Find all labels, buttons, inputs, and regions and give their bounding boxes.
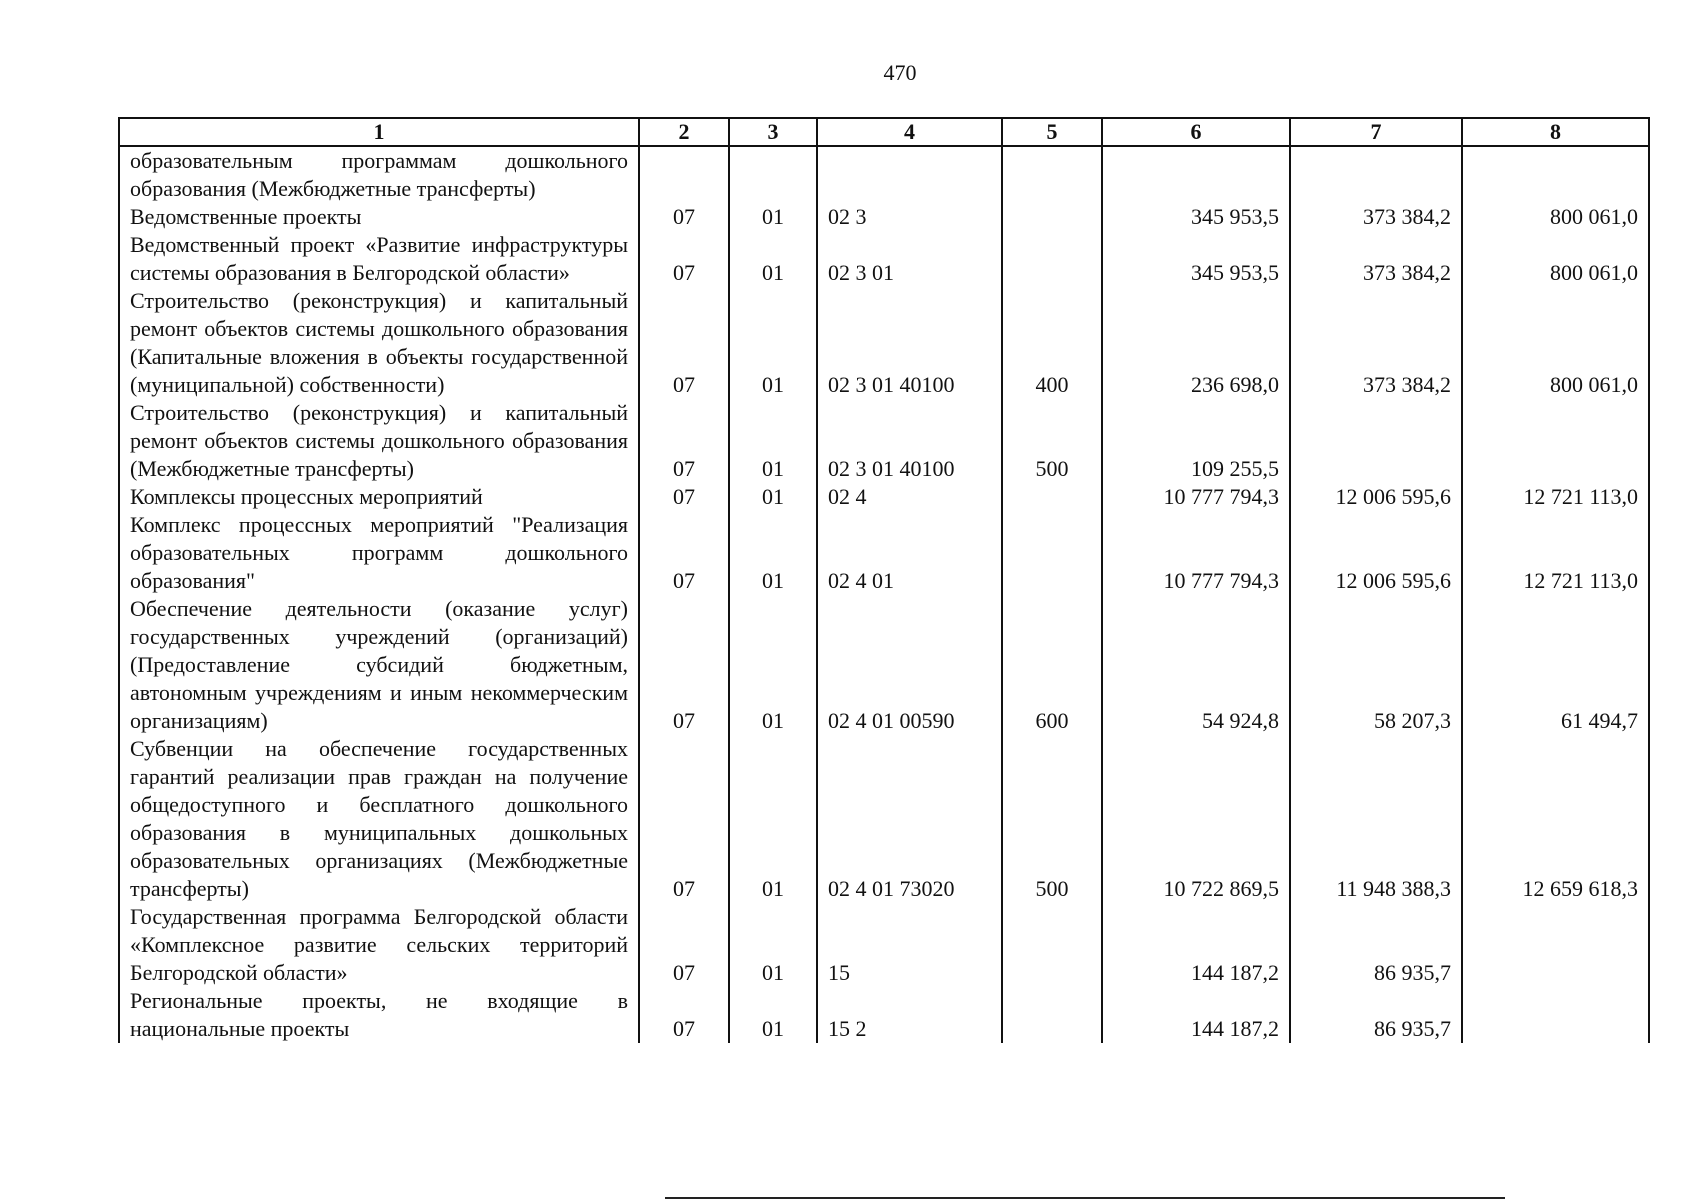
row-value-col6: 10 777 794,3 [1102, 483, 1290, 511]
row-value-col6: 345 953,5 [1102, 231, 1290, 287]
row-value-col7: 373 384,2 [1290, 203, 1462, 231]
row-section: 07 [639, 203, 729, 231]
header-col-5: 5 [1002, 118, 1102, 146]
table-row [119, 399, 1649, 483]
row-section: 07 [639, 595, 729, 735]
table-row [119, 483, 1649, 511]
row-value-col7: 373 384,2 [1290, 287, 1462, 399]
header-col-7: 7 [1290, 118, 1462, 146]
row-expense-type: 600 [1002, 595, 1102, 735]
table-row [119, 146, 1649, 203]
header-col-3: 3 [729, 118, 817, 146]
row-value-col8 [1462, 399, 1649, 483]
row-name: Субвенции на обеспечение государственных гарантий реализации прав граждан на получение общедоступного и бесплатного дошкольного образования в муниципальных дошкольных образовательных организациях (Межбюджетные трансферты) [119, 735, 639, 903]
row-value-col8: 800 061,0 [1462, 203, 1649, 231]
row-value-col7: 58 207,3 [1290, 595, 1462, 735]
row-value-col7: 86 935,7 [1290, 987, 1462, 1043]
row-subsection [729, 146, 817, 203]
row-target-article: 15 [817, 903, 1002, 987]
row-value-col6: 144 187,2 [1102, 903, 1290, 987]
row-name: образовательным программам дошкольного образования (Межбюджетные трансферты) [119, 146, 639, 203]
table-row [119, 287, 1649, 399]
row-section: 07 [639, 231, 729, 287]
row-value-col6: 345 953,5 [1102, 203, 1290, 231]
row-section: 07 [639, 511, 729, 595]
row-section: 07 [639, 483, 729, 511]
row-value-col6 [1102, 146, 1290, 203]
row-value-col8: 61 494,7 [1462, 595, 1649, 735]
table-row [119, 203, 1649, 231]
row-value-col6: 109 255,5 [1102, 399, 1290, 483]
header-row [119, 118, 1649, 146]
row-expense-type [1002, 231, 1102, 287]
row-value-col8: 800 061,0 [1462, 287, 1649, 399]
header-col-1: 1 [119, 118, 639, 146]
row-target-article: 02 3 01 40100 [817, 399, 1002, 483]
row-subsection: 01 [729, 987, 817, 1043]
row-value-col7: 12 006 595,6 [1290, 511, 1462, 595]
scan-artifact-line [665, 1197, 1505, 1199]
row-target-article: 02 3 01 [817, 231, 1002, 287]
row-value-col6: 54 924,8 [1102, 595, 1290, 735]
row-expense-type [1002, 987, 1102, 1043]
row-expense-type [1002, 903, 1102, 987]
row-target-article: 02 4 01 00590 [817, 595, 1002, 735]
row-subsection: 01 [729, 595, 817, 735]
row-value-col6: 236 698,0 [1102, 287, 1290, 399]
row-name: Строительство (реконструкция) и капитальный ремонт объектов системы дошкольного образования (Капитальные вложения в объекты государственной (муниципальной) собственности) [119, 287, 639, 399]
row-name: Обеспечение деятельности (оказание услуг) государственных учреждений (организаций) (Предоставление субсидий бюджетным, автономным учреждениям и иным некоммерческим организациям) [119, 595, 639, 735]
row-name: Строительство (реконструкция) и капитальный ремонт объектов системы дошкольного образования (Межбюджетные трансферты) [119, 399, 639, 483]
row-expense-type: 500 [1002, 735, 1102, 903]
row-name: Комплекс процессных мероприятий "Реализация образовательных программ дошкольного образования" [119, 511, 639, 595]
row-expense-type [1002, 511, 1102, 595]
row-value-col8 [1462, 987, 1649, 1043]
row-value-col6: 144 187,2 [1102, 987, 1290, 1043]
row-value-col8: 800 061,0 [1462, 231, 1649, 287]
row-name: Региональные проекты, не входящие в национальные проекты [119, 987, 639, 1043]
row-target-article: 02 4 [817, 483, 1002, 511]
row-value-col8 [1462, 146, 1649, 203]
row-value-col7 [1290, 146, 1462, 203]
row-expense-type [1002, 146, 1102, 203]
row-section [639, 146, 729, 203]
table-header [119, 118, 1649, 146]
row-name: Ведомственный проект «Развитие инфраструктуры системы образования в Белгородской области» [119, 231, 639, 287]
row-section: 07 [639, 903, 729, 987]
row-value-col6: 10 722 869,5 [1102, 735, 1290, 903]
budget-table [118, 117, 1650, 1043]
row-value-col7 [1290, 399, 1462, 483]
table-row [119, 903, 1649, 987]
row-subsection: 01 [729, 399, 817, 483]
table-row [119, 987, 1649, 1043]
row-name: Государственная программа Белгородской области «Комплексное развитие сельских территорий Белгородской области» [119, 903, 639, 987]
row-target-article: 02 3 01 40100 [817, 287, 1002, 399]
header-col-4: 4 [817, 118, 1002, 146]
page-number: 470 [883, 60, 917, 85]
table-row [119, 511, 1649, 595]
row-target-article: 02 3 [817, 203, 1002, 231]
row-value-col8: 12 659 618,3 [1462, 735, 1649, 903]
header-col-6: 6 [1102, 118, 1290, 146]
row-target-article: 15 2 [817, 987, 1002, 1043]
row-section: 07 [639, 735, 729, 903]
header-col-2: 2 [639, 118, 729, 146]
row-subsection: 01 [729, 903, 817, 987]
row-subsection: 01 [729, 735, 817, 903]
table-row [119, 735, 1649, 903]
table-row [119, 231, 1649, 287]
row-value-col8: 12 721 113,0 [1462, 511, 1649, 595]
row-expense-type [1002, 483, 1102, 511]
row-name: Ведомственные проекты [119, 203, 639, 231]
row-subsection: 01 [729, 231, 817, 287]
row-value-col7: 86 935,7 [1290, 903, 1462, 987]
header-col-8: 8 [1462, 118, 1649, 146]
row-subsection: 01 [729, 511, 817, 595]
row-value-col6: 10 777 794,3 [1102, 511, 1290, 595]
row-subsection: 01 [729, 483, 817, 511]
row-value-col7: 373 384,2 [1290, 231, 1462, 287]
row-name: Комплексы процессных мероприятий [119, 483, 639, 511]
row-value-col7: 11 948 388,3 [1290, 735, 1462, 903]
row-value-col8: 12 721 113,0 [1462, 483, 1649, 511]
row-subsection: 01 [729, 287, 817, 399]
row-section: 07 [639, 987, 729, 1043]
table-body [119, 146, 1649, 1043]
row-value-col7: 12 006 595,6 [1290, 483, 1462, 511]
row-section: 07 [639, 399, 729, 483]
table-row [119, 595, 1649, 735]
row-subsection: 01 [729, 203, 817, 231]
row-expense-type: 500 [1002, 399, 1102, 483]
row-section: 07 [639, 287, 729, 399]
row-target-article [817, 146, 1002, 203]
row-value-col8 [1462, 903, 1649, 987]
row-target-article: 02 4 01 73020 [817, 735, 1002, 903]
row-expense-type [1002, 203, 1102, 231]
row-target-article: 02 4 01 [817, 511, 1002, 595]
row-expense-type: 400 [1002, 287, 1102, 399]
